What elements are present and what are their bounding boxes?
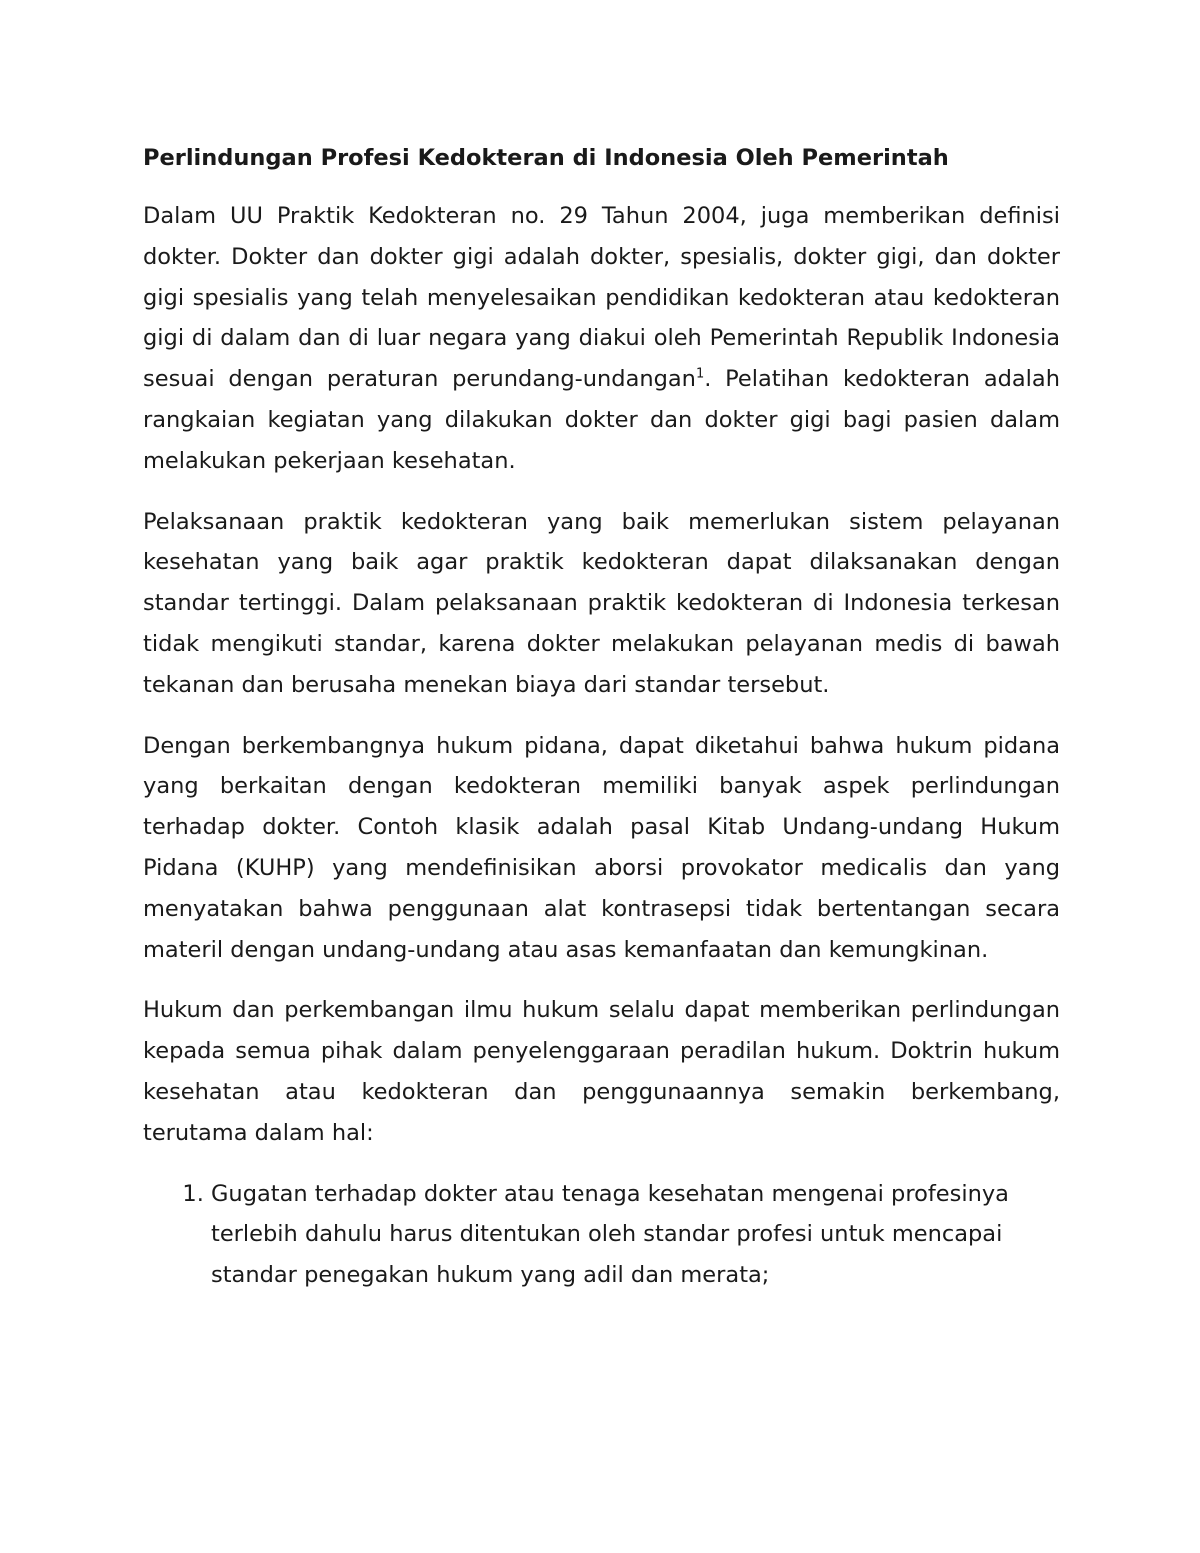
paragraph-1-text: Dalam UU Praktik Kedokteran no. 29 Tahun 2004, juga memberikan definisi dokter. Dokter dan dokter gigi adalah dokter, spesialis, dokter gigi, dan dokter gigi spesialis yang telah menyelesaikan pendidikan kedokteran atau kedokteran gigi di dalam dan di luar negara yang diakui oleh Pemerintah Republik Indonesia sesuai dengan peraturan perundang-undangan <box>143 203 1060 393</box>
list-item: 1. Gugatan terhadap dokter atau tenaga kesehatan mengenai profesinya terlebih dahulu harus ditentukan oleh standar profesi untuk mencapai standar penegakan hukum yang adil dan merata; <box>211 1174 1060 1296</box>
footnote-reference[interactable]: 1 <box>695 366 705 382</box>
paragraph-4: Hukum dan perkembangan ilmu hukum selalu dapat memberikan perlindungan kepada semua pihak dalam penyelenggaraan peradilan hukum. Doktrin hukum kesehatan atau kedokteran dan penggunaannya semakin berkembang, terutama dalam hal: <box>143 997 1060 1146</box>
paragraph-1 <box>143 196 1060 482</box>
numbered-list <box>143 1174 1060 1296</box>
paragraph-1-continuation: . Pelatihan kedokteran adalah rangkaian kegiatan yang dilakukan dokter dan dokter gigi bagi pasien dalam melakukan pekerjaan kesehatan. <box>143 366 1060 474</box>
document-title: Perlindungan Profesi Kedokteran di Indonesia Oleh Pemerintah <box>143 145 949 171</box>
document-page <box>143 138 1060 1296</box>
paragraph-3: Dengan berkembangnya hukum pidana, dapat diketahui bahwa hukum pidana yang berkaitan dengan kedokteran memiliki banyak aspek perlindungan terhadap dokter. Contoh klasik adalah pasal Kitab Undang-undang Hukum Pidana (KUHP) yang mendefinisikan aborsi provokator medicalis dan yang menyatakan bahwa penggunaan alat kontrasepsi tidak bertentangan secara materil dengan undang-undang atau asas kemanfaatan dan kemungkinan. <box>143 732 1060 963</box>
paragraph-2: Pelaksanaan praktik kedokteran yang baik memerlukan sistem pelayanan kesehatan yang baik agar praktik kedokteran dapat dilaksanakan dengan standar tertinggi. Dalam pelaksanaan praktik kedokteran di Indonesia terkesan tidak mengikuti standar, karena dokter melakukan pelayanan medis di bawah tekanan dan berusaha menekan biaya dari standar tersebut. <box>143 508 1060 698</box>
